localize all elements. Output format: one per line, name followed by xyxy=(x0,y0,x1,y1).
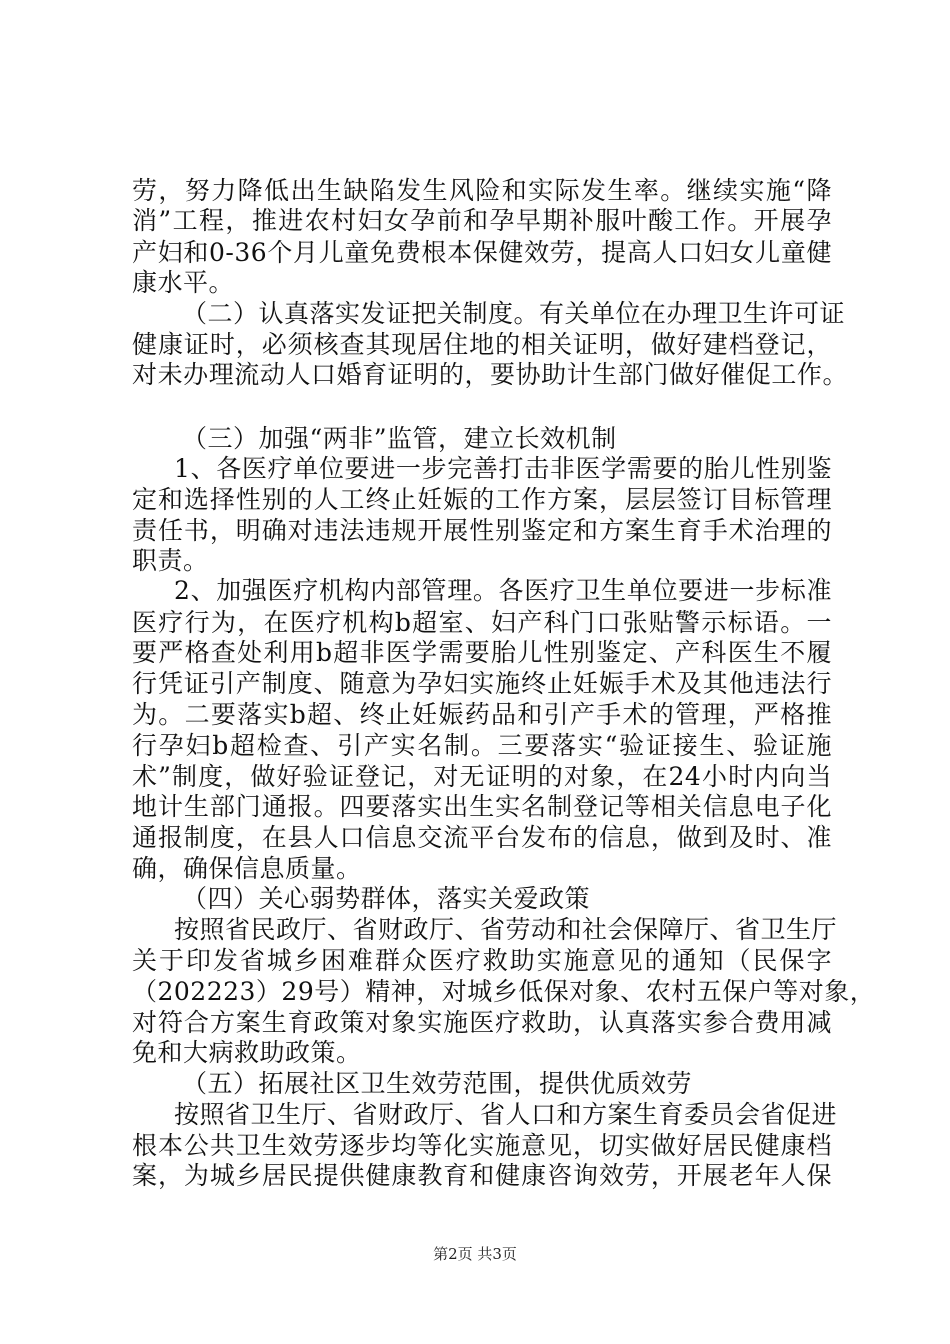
section-heading: （三）加强“两非”监管，建立长效机制 xyxy=(182,424,617,453)
text-line: 确，确保信息质量。 xyxy=(132,854,362,883)
text-line: 定和选择性别的人工终止妊娠的工作方案，层层签订目标管理 xyxy=(132,485,832,514)
text-line: 关于印发省城乡困难群众医疗救助实施意见的通知（民保字 xyxy=(132,946,832,975)
text-line: 1、各医疗单位要进一步完善打击非医学需要的胎儿性别鉴 xyxy=(174,454,832,483)
text-line: 根本公共卫生效劳逐步均等化实施意见，切实做好居民健康档 xyxy=(132,1131,832,1160)
text-line: 为。二要落实b超、终止妊娠药品和引产手术的管理，严格推 xyxy=(132,700,832,729)
text-line: （202223）29号）精神，对城乡低保对象、农村五保户等对象， xyxy=(132,977,876,1006)
text-line: 术”制度，做好验证登记，对无证明的对象，在24小时内向当 xyxy=(132,762,832,791)
text-line: 健康证时，必须核查其现居住地的相关证明，做好建档登记， xyxy=(132,330,832,359)
text-line: 对未办理流动人口婚育证明的，要协助计生部门做好催促工作。 xyxy=(132,360,848,389)
text-line: 职责。 xyxy=(132,546,209,575)
text-line: 行孕妇b超检查、引产实名制。三要落实“验证接生、验证施 xyxy=(132,731,832,760)
page-number: 第2页 共3页 xyxy=(433,1245,517,1263)
text-line: 要严格查处利用b超非医学需要胎儿性别鉴定、产科医生不履 xyxy=(132,638,832,667)
text-line: 产妇和0-36个月儿童免费根本保健效劳，提高人口妇女儿童健 xyxy=(132,238,832,267)
section-heading: （五）拓展社区卫生效劳范围，提供优质效劳 xyxy=(182,1069,693,1098)
text-line: 对符合方案生育政策对象实施医疗救助，认真落实参合费用减 xyxy=(132,1008,832,1037)
text-line: 案，为城乡居民提供健康教育和健康咨询效劳，开展老年人保 xyxy=(132,1161,832,1190)
text-line: 免和大病救助政策。 xyxy=(132,1038,362,1067)
text-line: 消”工程，推进农村妇女孕前和孕早期补服叶酸工作。开展孕 xyxy=(132,206,832,235)
section-heading: （二）认真落实发证把关制度。有关单位在办理卫生许可证 xyxy=(182,299,846,328)
text-line: 责任书，明确对违法违规开展性别鉴定和方案生育手术治理的 xyxy=(132,516,832,545)
text-line: 地计生部门通报。四要落实出生实名制登记等相关信息电子化 xyxy=(132,792,832,821)
text-line: 通报制度，在县人口信息交流平台发布的信息，做到及时、准 xyxy=(132,823,832,852)
text-line: 按照省卫生厅、省财政厅、省人口和方案生育委员会省促进 xyxy=(174,1100,838,1129)
section-heading: （四）关心弱势群体，落实关爱政策 xyxy=(182,884,591,913)
text-line: 康水平。 xyxy=(132,268,235,297)
text-line: 劳，努力降低出生缺陷发生风险和实际发生率。继续实施“降 xyxy=(132,176,832,205)
text-line: 行凭证引产制度、随意为孕妇实施终止妊娠手术及其他违法行 xyxy=(132,669,832,698)
text-line: 医疗行为，在医疗机构b超室、妇产科门口张贴警示标语。一 xyxy=(132,608,832,637)
text-line: 按照省民政厅、省财政厅、省劳动和社会保障厅、省卫生厅 xyxy=(174,915,838,944)
text-line: 2、加强医疗机构内部管理。各医疗卫生单位要进一步标准 xyxy=(174,576,832,605)
